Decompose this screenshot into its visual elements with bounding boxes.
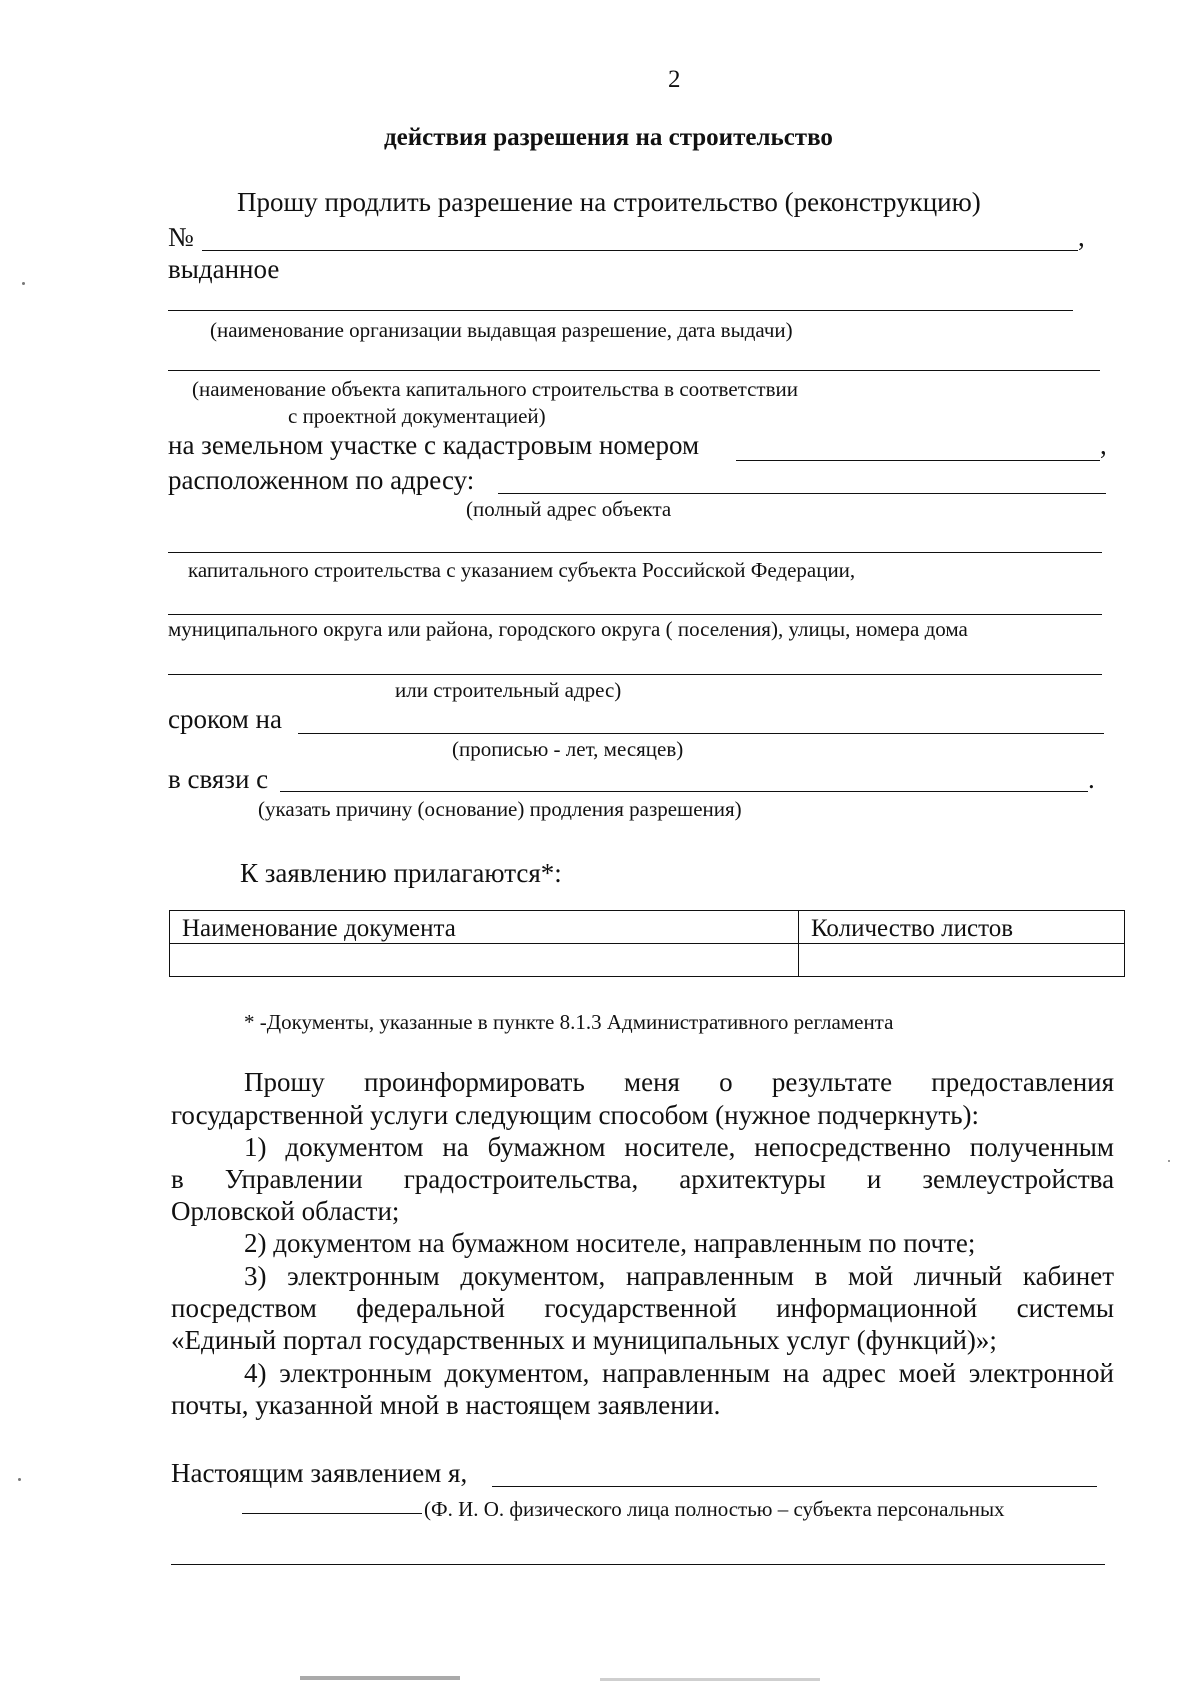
address-field-4[interactable] (168, 674, 1102, 675)
object-hint-1: (наименование объекта капитального строительства в соответствии (192, 377, 798, 401)
object-name-field[interactable] (168, 370, 1100, 371)
reason-hint: (указать причину (основание) продления разрешения) (258, 797, 742, 821)
address-hint-1: (полный адрес объекта (466, 497, 672, 521)
address-label: расположенном по адресу: (168, 465, 475, 495)
consent-dash (242, 1513, 422, 1514)
scan-speck (1168, 1160, 1170, 1162)
table-row (170, 944, 1125, 977)
option-word: посредством (171, 1293, 317, 1323)
option-word: системы (1016, 1293, 1115, 1323)
option-3-line-2[interactable] (171, 1293, 1114, 1324)
option-1-line-1[interactable]: 1) документом на бумажном носителе, непосредственно полученным (244, 1132, 1114, 1162)
option-word: информационной (776, 1293, 978, 1323)
address-hint-4: или строительный адрес) (395, 678, 622, 702)
attachments-title: К заявлению прилагаются*: (240, 858, 562, 888)
attachments-table (169, 910, 1125, 977)
notify-word: Прошу (244, 1067, 325, 1097)
notify-paragraph-line-1 (244, 1067, 1114, 1098)
option-1-line-3[interactable]: Орловской области; (171, 1196, 400, 1226)
option-3-line-1[interactable]: 3) электронным документом, направленным в мой личный кабинет (244, 1261, 1114, 1291)
cadastral-label: на земельном участке с кадастровым номером (168, 430, 700, 460)
reason-period: . (1088, 764, 1095, 794)
scan-speck (22, 282, 25, 285)
option-3-line-3[interactable]: «Единый портал государственных и муниципальных услуг (функций)»; (171, 1325, 997, 1355)
term-hint: (прописью - лет, месяцев) (452, 737, 684, 761)
scan-smudge (300, 1676, 460, 1680)
option-word: государственной (544, 1293, 737, 1323)
column-header-document-name: Наименование документа (170, 911, 799, 944)
notify-word: проинформировать (364, 1067, 585, 1097)
permit-number-field[interactable] (202, 250, 1078, 251)
option-word: архитектуры (679, 1164, 826, 1194)
issued-label: выданное (168, 254, 280, 284)
scan-speck (18, 1478, 21, 1481)
notify-word: предоставления (931, 1067, 1115, 1097)
reason-label: в связи с (168, 764, 269, 794)
option-word: Управлении (224, 1164, 363, 1194)
option-word: землеустройства (922, 1164, 1115, 1194)
notify-word: меня (624, 1067, 680, 1097)
address-field-1[interactable] (498, 493, 1106, 494)
object-hint-2: с проектной документацией) (288, 404, 546, 428)
cadastral-number-field[interactable] (736, 460, 1100, 461)
address-field-3[interactable] (168, 614, 1102, 615)
term-label: сроком на (168, 704, 282, 734)
request-intro: Прошу продлить разрешение на строительство (реконструкцию) (237, 187, 981, 217)
permit-number-comma: , (1078, 222, 1085, 252)
cadastral-comma: , (1100, 430, 1107, 460)
document-name-cell[interactable] (170, 944, 799, 977)
scan-smudge (600, 1678, 820, 1681)
reason-field[interactable] (280, 791, 1088, 792)
consent-label: Настоящим заявлением я, (171, 1458, 468, 1488)
address-hint-3: муниципального округа или района, городского округа ( поселения), улицы, номера дома (168, 617, 968, 641)
option-word: федеральной (356, 1293, 505, 1323)
page-number: 2 (668, 66, 681, 93)
column-header-sheet-count: Количество листов (799, 911, 1125, 944)
option-word: градостроительства, (403, 1164, 639, 1194)
option-4-line-2[interactable]: почты, указанной мной в настоящем заявлении. (171, 1390, 721, 1420)
option-4-line-1[interactable]: 4) электронным документом, направленным на адрес моей электронной (244, 1358, 1114, 1388)
option-2[interactable]: 2) документом на бумажном носителе, направленным по почте; (244, 1228, 976, 1258)
option-word: и (866, 1164, 882, 1194)
notify-word: результате (771, 1067, 893, 1097)
option-1-line-2[interactable] (171, 1164, 1114, 1195)
notify-word: о (719, 1067, 733, 1097)
option-word: в (171, 1164, 184, 1194)
attachments-footnote: * -Документы, указанные в пункте 8.1.3 Административного регламента (244, 1010, 894, 1034)
consent-hint: (Ф. И. О. физического лица полностью – субъекта персональных (424, 1497, 1005, 1521)
table-header-row (170, 911, 1125, 944)
notify-paragraph-line-2: государственной услуги следующим способом (нужное подчеркнуть): (171, 1100, 980, 1130)
address-hint-2: капитального строительства с указанием субъекта Российской Федерации, (188, 558, 856, 582)
address-field-2[interactable] (168, 552, 1102, 553)
issuer-hint: (наименование организации выдавщая разрешение, дата выдачи) (210, 318, 793, 342)
permit-number-label: № (168, 222, 194, 252)
term-field[interactable] (298, 733, 1104, 734)
consent-name-field[interactable] (492, 1486, 1097, 1487)
page-heading: действия разрешения на строительство (384, 124, 833, 151)
sheet-count-cell[interactable] (799, 944, 1125, 977)
consent-name-field-2[interactable] (171, 1564, 1105, 1565)
issuer-field[interactable] (168, 310, 1073, 311)
